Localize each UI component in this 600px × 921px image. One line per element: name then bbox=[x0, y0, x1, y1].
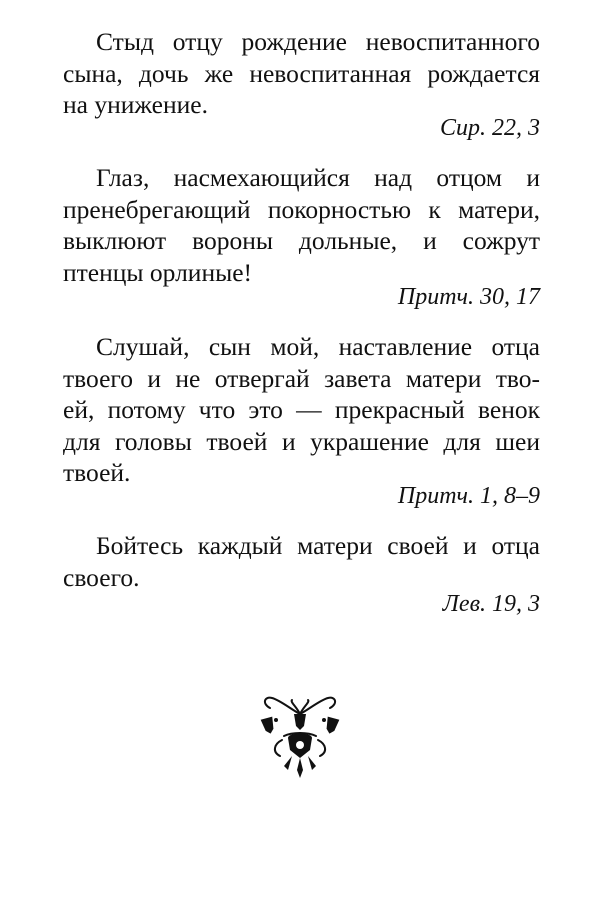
quote-line: птенцы орлиные! bbox=[63, 257, 253, 287]
quote-line: твоего и не отвергай завета матери тво- bbox=[63, 363, 540, 393]
quote-2 bbox=[63, 162, 540, 288]
quote-line: своего. bbox=[63, 562, 140, 592]
quote-line: ей, потому что это — прекрасный венок bbox=[63, 395, 540, 424]
floral-vignette-icon bbox=[240, 688, 360, 788]
quote-reference: Притч. 1, 8–9 bbox=[397, 483, 540, 509]
quote-line: твоей. bbox=[63, 458, 131, 487]
quote-reference: Притч. 30, 17 bbox=[397, 284, 540, 310]
quote-line: Слушай, сын мой, наставление отца bbox=[96, 332, 540, 361]
quote-line: пренебрегающий покорностью к матери, bbox=[63, 194, 540, 224]
quote-1 bbox=[63, 26, 540, 121]
quote-reference: Сир. 22, 3 bbox=[439, 115, 540, 141]
quote-line: для головы твоей и украшение для шеи bbox=[63, 426, 540, 456]
quote-reference: Лев. 19, 3 bbox=[442, 591, 540, 617]
quote-line: Бойтесь каждый матери своей и отца bbox=[96, 531, 540, 560]
quote-line: на унижение. bbox=[63, 90, 208, 119]
quote-line: сына, дочь же невоспитанная рождается bbox=[63, 58, 540, 88]
quote-line: выклюют вороны дольные, и сожрут bbox=[63, 226, 540, 255]
quote-4 bbox=[63, 530, 540, 593]
quote-line: Глаз, насмехающийся над отцом и bbox=[96, 163, 540, 192]
quote-line: Стыд отцу рождение невоспитанного bbox=[96, 27, 540, 56]
quote-3 bbox=[63, 331, 540, 489]
